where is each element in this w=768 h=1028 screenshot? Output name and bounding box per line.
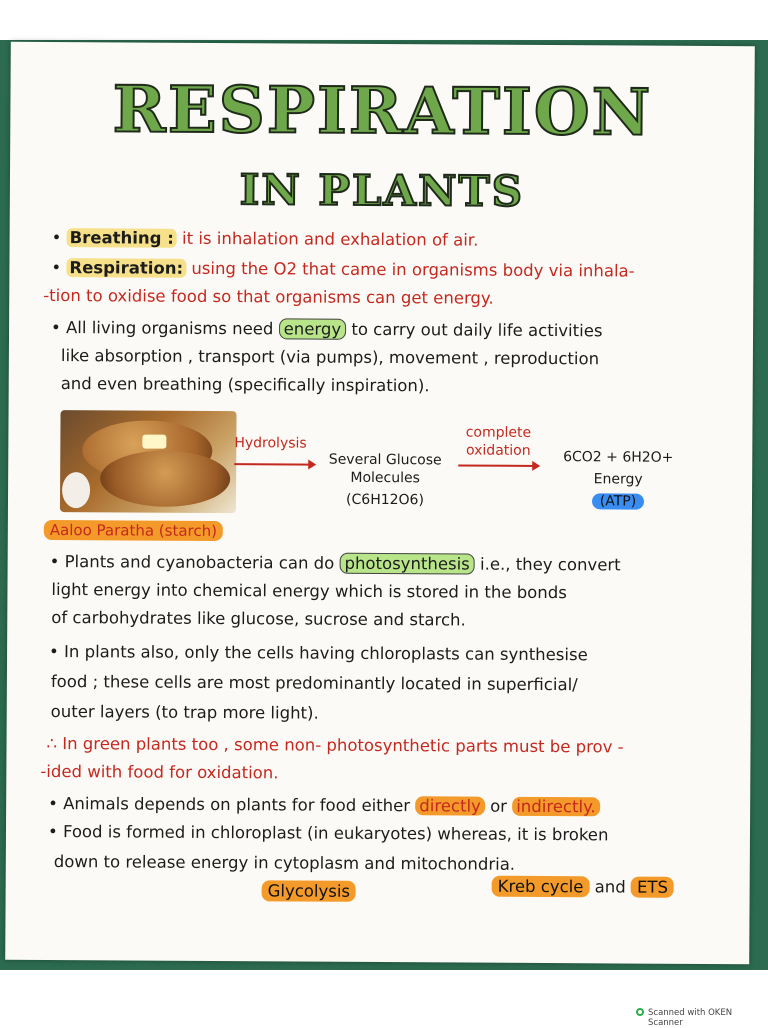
page-subtitle: IN PLANTS bbox=[239, 165, 525, 216]
green-plants-line-2: -ided with food for oxidation. bbox=[40, 761, 279, 783]
breathing-term: Breathing : bbox=[67, 228, 177, 248]
food-line-2: down to release energy in cytoplasm and mitochondria. bbox=[53, 852, 516, 874]
animals-point: • Animals depends on plants for food either directly or indirectly. bbox=[48, 794, 600, 816]
respiration-definition-1: using the O2 that came in organisms body via inhala- bbox=[191, 258, 635, 281]
chloroplast-point: • In plants also, only the cells having chloroplasts can synthesise bbox=[49, 641, 588, 665]
notes-page bbox=[5, 42, 755, 965]
atp-badge-wrap bbox=[548, 493, 688, 510]
kreb-cycle-label: Kreb cycle bbox=[492, 876, 590, 898]
plants-post: i.e., they convert bbox=[479, 554, 621, 575]
plants-point: • Plants and cyanobacteria can do photosynthesis i.e., they convert bbox=[49, 551, 621, 575]
respiration-definition-2: -tion to oxidise food so that organisms can get energy. bbox=[43, 285, 494, 308]
kreb-ets-labels bbox=[492, 877, 674, 897]
aloo-paratha-photo bbox=[60, 410, 237, 513]
photosynthesis-highlight: photosynthesis bbox=[339, 553, 474, 575]
complete-label: complete bbox=[465, 424, 532, 441]
hydrolysis-arrow bbox=[234, 463, 314, 465]
glycolysis-label-wrap bbox=[262, 881, 357, 901]
hydrolysis-label: Hydrolysis bbox=[234, 435, 307, 452]
photo-caption: Aaloo Paratha (starch) bbox=[44, 520, 223, 541]
living-pre: All living organisms need bbox=[65, 318, 274, 339]
respiration-point: • Respiration: using the O2 that came in organisms body via inhala- bbox=[51, 257, 635, 281]
breathing-point: • Breathing : it is inhalation and exhalation of air. bbox=[51, 227, 479, 250]
living-line-3: and even breathing (specifically inspiration). bbox=[60, 374, 430, 396]
plants-line-3: of carbohydrates like glucose, sucrose and starch. bbox=[51, 607, 466, 630]
oxidation-arrow bbox=[458, 464, 538, 466]
chloroplast-line-1: In plants also, only the cells having chloroplasts can synthesise bbox=[64, 642, 588, 665]
scanner-watermark: Scanned with OKEN Scanner bbox=[648, 1008, 733, 1028]
living-line-2: like absorption , transport (via pumps), movement , reproduction bbox=[60, 346, 600, 369]
oxidation-label: oxidation bbox=[465, 442, 531, 459]
green-plants-line-1: ∴ In green plants too , some non- photosynthetic parts must be prov - bbox=[46, 733, 624, 757]
living-organisms-point: • All living organisms need energy to carry out daily life activities bbox=[51, 317, 603, 341]
breathing-definition: it is inhalation and exhalation of air. bbox=[182, 228, 479, 250]
plants-pre: Plants and cyanobacteria can do bbox=[64, 552, 335, 573]
food-point: • Food is formed in chloroplast (in eukaryotes) whereas, it is broken bbox=[47, 821, 609, 845]
glycolysis-label: Glycolysis bbox=[262, 880, 357, 902]
and-label: and bbox=[594, 877, 626, 897]
glucose-formula: (C6H12O6) bbox=[346, 491, 425, 509]
glucose-line-1: Several Glucose bbox=[328, 451, 442, 469]
scanner-logo-icon bbox=[636, 1008, 644, 1016]
plants-line-2: light energy into chemical energy which is stored in the bonds bbox=[51, 579, 567, 603]
energy-highlight: energy bbox=[279, 318, 347, 339]
food-line-1: Food is formed in chloroplast (in eukaryotes) whereas, it is broken bbox=[62, 822, 609, 845]
products-equation: 6CO2 + 6H2O+ bbox=[563, 449, 674, 466]
living-post: to carry out daily life activities bbox=[351, 319, 603, 341]
animals-or: or bbox=[490, 796, 508, 816]
ets-label: ETS bbox=[631, 877, 674, 898]
glucose-line-2: Molecules bbox=[350, 469, 420, 487]
chloroplast-line-3: outer layers (to trap more light). bbox=[50, 701, 319, 723]
respiration-term: Respiration: bbox=[66, 258, 186, 278]
energy-label: Energy bbox=[593, 471, 643, 488]
atp-badge: (ATP) bbox=[592, 493, 645, 509]
animals-pre: Animals depends on plants for food either bbox=[63, 794, 411, 816]
directly-highlight: directly bbox=[415, 796, 485, 815]
chloroplast-line-2: food ; these cells are most predominantly located in superficial/ bbox=[50, 671, 578, 695]
indirectly-highlight: indirectly. bbox=[512, 797, 600, 817]
page-title: RESPIRATION bbox=[112, 72, 653, 151]
